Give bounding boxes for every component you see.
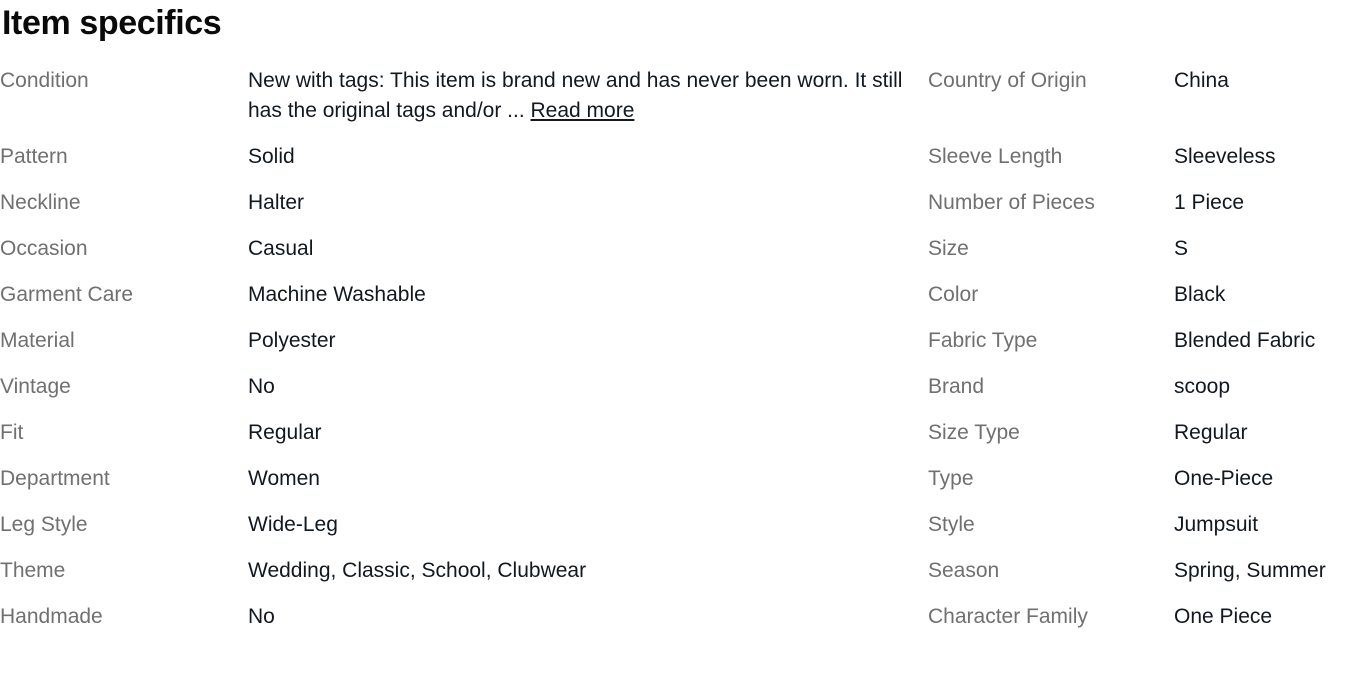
spec-label-condition: Condition bbox=[0, 69, 89, 92]
spec-value-size: S bbox=[1174, 237, 1189, 260]
spec-value-fabric-type: Blended Fabric bbox=[1174, 329, 1316, 352]
spec-value-color: Black bbox=[1174, 283, 1226, 306]
item-specifics-grid bbox=[0, 66, 1354, 648]
spec-value-season: Spring, Summer bbox=[1174, 559, 1326, 582]
spec-value-brand: scoop bbox=[1174, 375, 1231, 398]
spec-value-pattern: Solid bbox=[248, 145, 295, 168]
spec-value-occasion: Casual bbox=[248, 237, 314, 260]
spec-label-season: Season bbox=[928, 559, 1000, 582]
page-title: Item specifics bbox=[2, 4, 222, 42]
spec-label-fabric-type: Fabric Type bbox=[928, 329, 1038, 352]
spec-label-pattern: Pattern bbox=[0, 145, 68, 168]
spec-label-handmade: Handmade bbox=[0, 605, 103, 628]
spec-value-number-of-pieces: 1 Piece bbox=[1174, 191, 1245, 214]
spec-label-vintage: Vintage bbox=[0, 375, 71, 398]
spec-label-department: Department bbox=[0, 467, 110, 490]
spec-value-size-type: Regular bbox=[1174, 421, 1248, 444]
spec-label-size-type: Size Type bbox=[928, 421, 1020, 444]
spec-label-character-family: Character Family bbox=[928, 605, 1088, 628]
spec-value-type: One-Piece bbox=[1174, 467, 1274, 490]
spec-label-theme: Theme bbox=[0, 559, 66, 582]
spec-value-leg-style: Wide-Leg bbox=[248, 513, 338, 536]
spec-label-fit: Fit bbox=[0, 421, 24, 444]
spec-value-material: Polyester bbox=[248, 329, 336, 352]
spec-label-country-of-origin: Country of Origin bbox=[928, 69, 1087, 92]
spec-label-color: Color bbox=[928, 283, 979, 306]
spec-label-brand: Brand bbox=[928, 375, 985, 398]
spec-value-country-of-origin: China bbox=[1174, 69, 1229, 92]
spec-value-vintage: No bbox=[248, 375, 275, 398]
spec-value-garment-care: Machine Washable bbox=[248, 283, 426, 306]
spec-label-type: Type bbox=[928, 467, 974, 490]
spec-label-size: Size bbox=[928, 237, 969, 260]
spec-value-sleeve-length: Sleeveless bbox=[1174, 145, 1276, 168]
read-more-link[interactable]: Read more bbox=[530, 99, 635, 122]
spec-label-occasion: Occasion bbox=[0, 237, 88, 260]
spec-value-character-family: One Piece bbox=[1174, 605, 1273, 628]
spec-label-neckline: Neckline bbox=[0, 191, 81, 214]
spec-label-style: Style bbox=[928, 513, 975, 536]
spec-value-style: Jumpsuit bbox=[1174, 513, 1259, 536]
spec-value-department: Women bbox=[248, 467, 320, 490]
spec-value-handmade: No bbox=[248, 605, 275, 628]
spec-value-fit: Regular bbox=[248, 421, 322, 444]
spec-value-theme: Wedding, Classic, School, Clubwear bbox=[248, 559, 587, 582]
spec-label-garment-care: Garment Care bbox=[0, 283, 134, 306]
spec-value-neckline: Halter bbox=[248, 191, 305, 214]
spec-label-sleeve-length: Sleeve Length bbox=[928, 145, 1063, 168]
spec-value-condition bbox=[248, 66, 928, 142]
spec-label-material: Material bbox=[0, 329, 75, 352]
condition-text: New with tags: This item is brand new and has never been worn. It still has the original tags and/or ... bbox=[248, 69, 903, 122]
spec-label-number-of-pieces: Number of Pieces bbox=[928, 191, 1095, 214]
spec-label-leg-style: Leg Style bbox=[0, 513, 88, 536]
